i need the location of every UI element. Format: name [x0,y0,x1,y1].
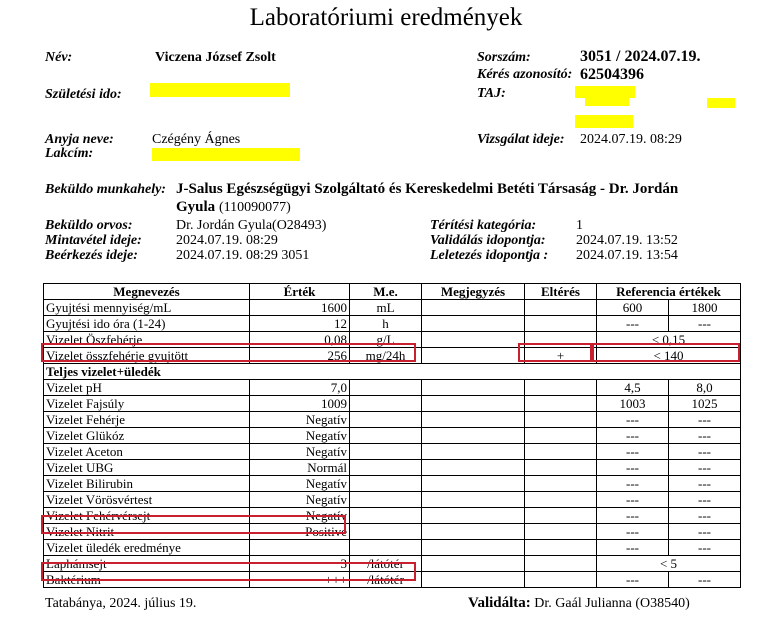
row-name: Gyujtési mennyiség/mL [44,300,250,316]
header-deviation: Eltérés [525,284,597,300]
page-title: Laboratóriumi eredmények [249,4,523,31]
row-ref-high: --- [669,412,741,428]
workplace-line1: J-Salus Egészségügyi Szolgáltató és Kereskedelmi Betéti Társaság - Dr. Jordán [176,181,679,197]
row-ref-low: --- [597,412,669,428]
row-value: Negatív [250,508,350,524]
row-ref-low: --- [597,316,669,332]
row-ref-high: 1025 [669,396,741,412]
row-ref-high: --- [669,508,741,524]
header-reference: Referencia értékek [597,284,741,300]
header-note: Megjegyzés [422,284,525,300]
redacted-address [152,148,300,161]
arrival-value: 2024.07.19. 08:29 3051 [176,248,310,263]
row-name: Baktérium [44,572,250,588]
row-ref-low: --- [597,476,669,492]
row-dev [525,556,597,572]
row-ref-low: --- [597,508,669,524]
payment-value: 1 [576,218,583,233]
row-dev [525,508,597,524]
sampling-value: 2024.07.19. 08:29 [176,233,278,248]
table-row [44,380,741,396]
row-name: Vizelet Nitrit [44,524,250,540]
report-label: Leletezés idopontja : [430,248,549,263]
row-note [422,300,525,316]
row-unit [350,524,422,540]
highlight-reference [592,343,740,362]
table-row [44,492,741,508]
row-note [422,524,525,540]
report-value: 2024.07.19. 13:54 [576,248,678,263]
row-ref-high: --- [669,540,741,556]
workplace-label: Beküldo munkahely: [45,182,166,197]
row-dev [525,524,597,540]
validation-label: Validálás idopontja: [430,233,546,248]
row-ref-high: --- [669,476,741,492]
row-value: Negatív [250,476,350,492]
patient-name: Viczena József Zsolt [155,50,276,65]
row-ref-low: --- [597,572,669,588]
table-row [44,540,741,556]
row-unit [350,412,422,428]
row-ref: < 5 [597,556,741,572]
redacted-taj-2 [585,97,629,106]
workplace-code: (110090077) [218,200,291,215]
row-name: Vizelet Glükóz [44,428,250,444]
row-value: 256 [250,348,350,364]
row-note [422,556,525,572]
table-row [44,316,741,332]
request-id-value: 62504396 [580,66,644,83]
serial-value: 3051 / 2024.07.19. [580,48,701,65]
row-note [422,396,525,412]
row-ref-high: --- [669,316,741,332]
row-value: 1009 [250,396,350,412]
row-unit [350,460,422,476]
row-note [422,508,525,524]
row-note [422,444,525,460]
row-unit [350,508,422,524]
table-row [44,476,741,492]
table-row [44,396,741,412]
row-unit: g/L [350,332,422,348]
row-value: 7,0 [250,380,350,396]
row-ref-high: --- [669,444,741,460]
row-unit [350,428,422,444]
row-unit [350,444,422,460]
row-ref-high: --- [669,492,741,508]
row-name: Vizelet Fehérvérsejt [44,508,250,524]
serial-label: Sorszám: [477,50,531,65]
row-unit [350,492,422,508]
validated-label: Validálta: [468,595,531,611]
row-name: Vizelet Vörösvértest [44,492,250,508]
exam-time-label: Vizsgálat ideje: [477,132,565,147]
row-value: 3 [250,556,350,572]
row-unit [350,540,422,556]
row-name: Vizelet üledék eredménye [44,540,250,556]
row-name: Vizelet Fajsúly [44,396,250,412]
highlight-total-protein [41,343,416,362]
row-note [422,572,525,588]
table-row [44,444,741,460]
row-note [422,348,525,364]
table-row [44,300,741,316]
redacted-taj-4 [575,115,633,128]
table-row [44,412,741,428]
birth-label: Születési ido: [45,87,122,102]
table-row [44,460,741,476]
name-label: Név: [45,50,73,65]
row-note [422,412,525,428]
row-ref-low: 4,5 [597,380,669,396]
row-unit: mL [350,300,422,316]
row-value: Normál [250,460,350,476]
validation-value: 2024.07.19. 13:52 [576,233,678,248]
row-name: Vizelet Fehérje [44,412,250,428]
redacted-taj-3 [707,98,735,108]
row-ref: < 140 [597,348,741,364]
row-value: 1600 [250,300,350,316]
section-row [44,364,741,380]
row-ref-high: --- [669,524,741,540]
row-ref-high: --- [669,572,741,588]
row-dev [525,300,597,316]
header-unit: M.e. [350,284,422,300]
row-value: Positive [250,524,350,540]
exam-time-value: 2024.07.19. 08:29 [580,132,682,147]
row-value: 12 [250,316,350,332]
row-dev [525,540,597,556]
row-note [422,332,525,348]
row-value: Negatív [250,492,350,508]
row-value: Negatív [250,428,350,444]
row-ref-low: --- [597,492,669,508]
row-dev [525,380,597,396]
redacted-birth [150,83,290,97]
row-name: Vizelet összfehérje gyujtött [44,348,250,364]
row-dev [525,316,597,332]
row-note [422,316,525,332]
row-name: Vizelet Bilirubin [44,476,250,492]
row-note [422,380,525,396]
row-unit [350,476,422,492]
row-value: +++ [250,572,350,588]
validated-by-line [468,595,690,612]
row-ref-low: 600 [597,300,669,316]
row-ref-low: --- [597,444,669,460]
row-ref-high: 8,0 [669,380,741,396]
row-value: Negatív [250,412,350,428]
row-dev [525,444,597,460]
row-value: Negatív [250,444,350,460]
row-unit [350,396,422,412]
row-dev: + [525,348,597,364]
row-value [250,540,350,556]
row-dev [525,412,597,428]
row-name: Vizelet UBG [44,460,250,476]
row-ref-low: --- [597,524,669,540]
section-title: Teljes vizelet+üledék [44,364,741,380]
table-row [44,428,741,444]
row-note [422,540,525,556]
row-dev [525,572,597,588]
row-unit: /látótér [350,572,422,588]
row-note [422,476,525,492]
row-unit: /látótér [350,556,422,572]
row-ref-high: --- [669,428,741,444]
taj-label: TAJ: [477,86,506,101]
sampling-label: Mintavétel ideje: [45,233,142,248]
row-dev [525,396,597,412]
workplace-line2 [176,199,291,216]
address-label: Lakcím: [45,146,94,161]
row-ref-low: 1003 [597,396,669,412]
row-note [422,492,525,508]
table-header-row [44,284,741,300]
row-ref-low: --- [597,428,669,444]
workplace-name-end: Gyula [176,199,216,215]
row-unit [350,380,422,396]
row-value: 0,08 [250,332,350,348]
header-value: Érték [250,284,350,300]
row-name: Vizelet Aceton [44,444,250,460]
doctor-label: Beküldo orvos: [45,218,133,233]
row-ref-low: --- [597,460,669,476]
highlight-bacterium [41,562,416,581]
row-note [422,428,525,444]
row-name: Vizelet Öszfehérje [44,332,250,348]
place-date: Tatabánya, 2024. július 19. [45,596,197,611]
mother-label: Anyja neve: [45,132,114,147]
row-ref: < 0,15 [597,332,741,348]
row-unit: mg/24h [350,348,422,364]
row-name: Gyujtési ido óra (1-24) [44,316,250,332]
row-ref-low: --- [597,540,669,556]
highlight-deviation [518,343,592,362]
payment-label: Térítési kategória: [430,218,537,233]
row-dev [525,460,597,476]
results-table [43,283,741,588]
row-ref-high: 1800 [669,300,741,316]
row-name: Vizelet pH [44,380,250,396]
row-note [422,460,525,476]
row-name: Laphámsejt [44,556,250,572]
validated-by: Dr. Gaál Julianna (O38540) [534,596,690,611]
highlight-nitrit [41,515,346,534]
row-dev [525,476,597,492]
arrival-label: Beérkezés ideje: [45,248,138,263]
header-name: Megnevezés [44,284,250,300]
row-ref-high: --- [669,460,741,476]
doctor-value: Dr. Jordán Gyula(O28493) [176,218,327,233]
request-id-label: Kérés azonosító: [477,67,573,82]
mother-name: Czégény Ágnes [152,132,241,147]
row-dev [525,428,597,444]
row-dev [525,492,597,508]
row-unit: h [350,316,422,332]
